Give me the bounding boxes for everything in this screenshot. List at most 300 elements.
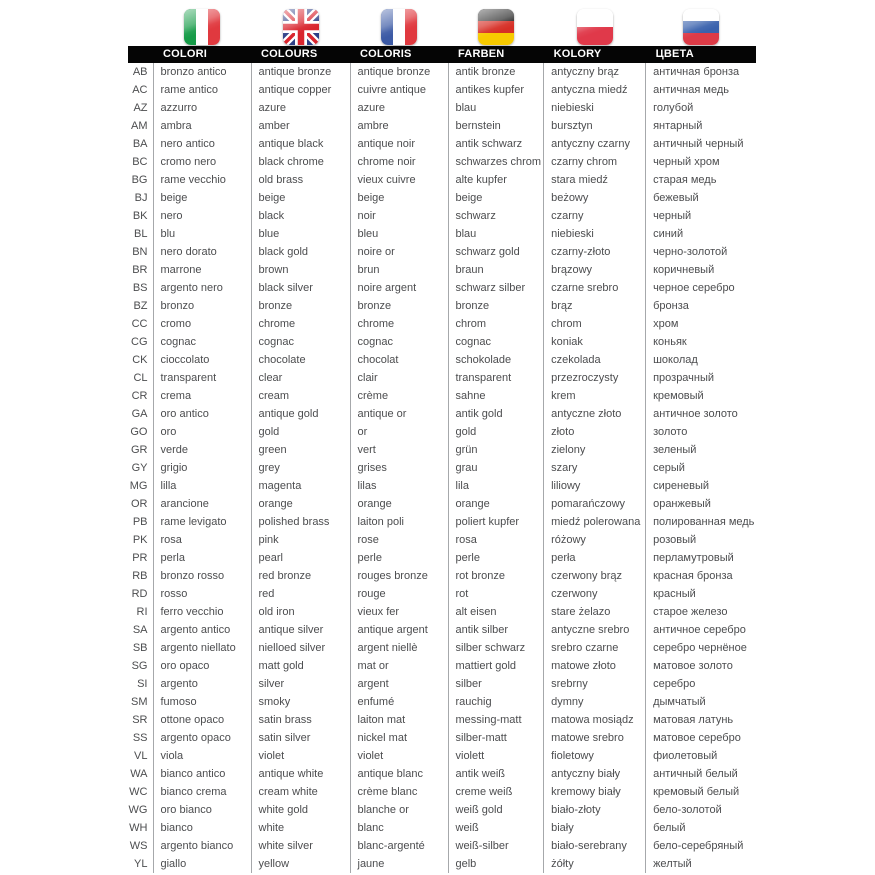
color-name-english: smoky [251,693,350,711]
color-name-english: polished brass [251,513,350,531]
color-name-english: beige [251,189,350,207]
color-name-french: cuivre antique [350,81,448,99]
color-name-italian: rosa [153,531,251,549]
table-row [128,621,756,639]
color-name-polish: liliowy [544,477,646,495]
color-name-polish: różowy [544,531,646,549]
color-name-polish: antyczne srebro [544,621,646,639]
color-name-italian: argento antico [153,621,251,639]
color-code: CL [133,372,148,384]
color-name-polish: antyczny biały [544,765,646,783]
color-name-italian: beige [153,189,251,207]
color-name-english: white silver [251,837,350,855]
color-name-english: gold [251,423,350,441]
table-row [128,207,756,225]
color-name-french: mat or [350,657,448,675]
color-name-polish: czerwony brąz [544,567,646,585]
color-code: PR [132,552,148,564]
color-name-german: braun [448,261,544,279]
color-name-russian: бело-золотой [646,801,757,819]
color-name-german: poliert kupfer [448,513,544,531]
color-name-russian: бежевый [646,189,757,207]
color-name-german: beige [448,189,544,207]
color-code: PK [132,534,148,546]
table-row [128,189,756,207]
color-name-italian: ferro vecchio [153,603,251,621]
color-name-english: pearl [251,549,350,567]
table-row [128,333,756,351]
color-name-russian: шоколад [646,351,757,369]
color-name-russian: матовая латунь [646,711,757,729]
color-code: AB [132,66,148,78]
color-name-english: cream [251,387,350,405]
color-name-english: white gold [251,801,350,819]
color-name-french: rouge [350,585,448,603]
color-name-russian: оранжевый [646,495,757,513]
color-name-german: bernstein [448,117,544,135]
color-code: WA [130,768,148,780]
russia-flag-icon [683,9,719,45]
table-row [128,297,756,315]
table-header-row [128,46,756,63]
color-name-russian: коричневый [646,261,757,279]
color-name-polish: stare żelazo [544,603,646,621]
color-name-russian: античная бронза [646,63,757,81]
color-code: SB [132,642,148,654]
color-name-polish: miedź polerowana [544,513,646,531]
color-name-german: antik weiß [448,765,544,783]
color-code: BN [132,246,148,258]
color-name-german: transparent [448,369,544,387]
color-code: SM [131,696,148,708]
color-name-french: cognac [350,333,448,351]
color-name-german: messing-matt [448,711,544,729]
color-name-english: brown [251,261,350,279]
color-name-italian: rame antico [153,81,251,99]
color-name-english: black [251,207,350,225]
color-name-russian: черный [646,207,757,225]
color-name-italian: blu [153,225,251,243]
color-name-french: argent [350,675,448,693]
color-code: SG [131,660,148,672]
color-name-italian: azzurro [153,99,251,117]
color-name-french: antique blanc [350,765,448,783]
color-name-french: vert [350,441,448,459]
color-name-english: red bronze [251,567,350,585]
color-name-english: grey [251,459,350,477]
color-name-french: blanc-argenté [350,837,448,855]
color-name-german: antikes kupfer [448,81,544,99]
color-name-french: vieux cuivre [350,171,448,189]
color-code: AM [131,120,148,132]
color-code: GR [131,444,148,456]
color-name-russian: красная бронза [646,567,757,585]
color-name-english: cognac [251,333,350,351]
color-code: AC [132,84,148,96]
color-name-german: weiß-silber [448,837,544,855]
color-name-german: rosa [448,531,544,549]
color-name-italian: lilla [153,477,251,495]
color-name-polish: koniak [544,333,646,351]
color-name-french: noire or [350,243,448,261]
color-name-french: ambre [350,117,448,135]
color-name-russian: кремовый белый [646,783,757,801]
color-name-russian: синий [646,225,757,243]
color-name-russian: сиреневый [646,477,757,495]
uk-flag-icon [283,9,319,45]
color-name-russian: матовое золото [646,657,757,675]
color-name-italian: grigio [153,459,251,477]
france-flag-icon [381,9,417,45]
color-name-italian: oro bianco [153,801,251,819]
color-code: YL [134,858,148,870]
color-name-italian: oro opaco [153,657,251,675]
color-name-polish: antyczne złoto [544,405,646,423]
color-code: WC [129,786,148,798]
color-name-french: enfumé [350,693,448,711]
header-code-spacer [128,46,153,63]
color-name-polish: przezroczysty [544,369,646,387]
color-name-russian: желтый [646,855,757,873]
table-row [128,729,756,747]
color-name-polish: matowa mosiądz [544,711,646,729]
color-name-italian: cromo nero [153,153,251,171]
color-name-english: amber [251,117,350,135]
color-name-english: satin brass [251,711,350,729]
color-name-english: antique black [251,135,350,153]
color-code: MG [129,480,148,492]
color-name-english: old iron [251,603,350,621]
color-name-polish: biały [544,819,646,837]
color-name-german: rauchig [448,693,544,711]
table-row [128,603,756,621]
color-name-italian: viola [153,747,251,765]
color-name-english: black silver [251,279,350,297]
table-row [128,423,756,441]
color-name-russian: черное серебро [646,279,757,297]
color-name-polish: fioletowy [544,747,646,765]
table-row [128,837,756,855]
table-row [128,369,756,387]
color-name-english: magenta [251,477,350,495]
color-name-italian: cromo [153,315,251,333]
color-name-italian: marrone [153,261,251,279]
color-name-french: chocolat [350,351,448,369]
color-table [128,0,756,873]
color-name-french: blanc [350,819,448,837]
color-code: OR [131,498,148,510]
color-name-russian: старая медь [646,171,757,189]
color-name-italian: nero [153,207,251,225]
color-name-english: matt gold [251,657,350,675]
color-name-russian: белый [646,819,757,837]
column-header-french: COLORIS [350,46,448,63]
color-name-italian: perla [153,549,251,567]
color-name-italian: ambra [153,117,251,135]
column-header-polish: KOLORY [544,46,646,63]
germany-flag-icon [478,9,514,45]
table-row [128,135,756,153]
color-name-german: rot bronze [448,567,544,585]
color-code: WG [128,804,148,816]
color-name-german: schwarz silber [448,279,544,297]
color-name-russian: матовое серебро [646,729,757,747]
color-name-french: azure [350,99,448,117]
color-code: GA [131,408,148,420]
color-name-english: blue [251,225,350,243]
color-name-french: blanche or [350,801,448,819]
color-name-french: jaune [350,855,448,873]
color-name-polish: czerwony [544,585,646,603]
color-name-french: or [350,423,448,441]
color-name-russian: черно-золотой [646,243,757,261]
table-row [128,801,756,819]
color-name-english: yellow [251,855,350,873]
color-name-german: weiß [448,819,544,837]
color-name-german: silber-matt [448,729,544,747]
color-name-french: rose [350,531,448,549]
table-row [128,711,756,729]
color-name-polish: srebrny [544,675,646,693]
color-name-polish: czarny [544,207,646,225]
color-name-german: sahne [448,387,544,405]
color-name-italian: bronzo [153,297,251,315]
color-code: SI [137,678,148,690]
color-name-english: pink [251,531,350,549]
color-name-german: rot [448,585,544,603]
color-name-german: weiß gold [448,801,544,819]
color-name-italian: argento niellato [153,639,251,657]
color-name-italian: verde [153,441,251,459]
color-name-german: antik gold [448,405,544,423]
color-name-polish: perła [544,549,646,567]
color-name-polish: beżowy [544,189,646,207]
color-name-french: beige [350,189,448,207]
color-name-polish: antyczny czarny [544,135,646,153]
color-name-polish: dymny [544,693,646,711]
color-name-russian: фиолетовый [646,747,757,765]
color-name-german: silber [448,675,544,693]
color-name-english: cream white [251,783,350,801]
color-name-english: azure [251,99,350,117]
color-name-italian: ottone opaco [153,711,251,729]
color-name-italian: giallo [153,855,251,873]
color-name-polish: krem [544,387,646,405]
color-name-italian: transparent [153,369,251,387]
table-row [128,261,756,279]
flags-row-spacer [128,0,153,46]
column-header-english: COLOURS [251,46,350,63]
color-name-russian: золото [646,423,757,441]
color-name-french: clair [350,369,448,387]
color-name-english: violet [251,747,350,765]
color-name-french: crème blanc [350,783,448,801]
table-row [128,855,756,873]
color-name-english: silver [251,675,350,693]
color-code: BA [132,138,148,150]
color-name-english: black chrome [251,153,350,171]
color-code: BS [132,282,148,294]
color-code: WH [129,822,148,834]
color-name-english: antique white [251,765,350,783]
color-code: PB [132,516,148,528]
color-name-german: gold [448,423,544,441]
color-code: RB [132,570,148,582]
table-row [128,477,756,495]
color-name-italian: arancione [153,495,251,513]
color-name-french: bleu [350,225,448,243]
color-code: BR [132,264,148,276]
color-name-italian: nero dorato [153,243,251,261]
column-header-german: FARBEN [448,46,544,63]
color-name-english: white [251,819,350,837]
color-name-russian: хром [646,315,757,333]
color-name-german: violett [448,747,544,765]
color-name-russian: античное серебро [646,621,757,639]
color-name-german: creme weiß [448,783,544,801]
color-name-polish: matowe srebro [544,729,646,747]
color-name-french: laiton mat [350,711,448,729]
color-name-polish: biało-złoty [544,801,646,819]
table-row [128,585,756,603]
color-name-german: schwarzes chrom [448,153,544,171]
table-row [128,693,756,711]
color-name-french: chrome [350,315,448,333]
color-name-english: antique copper [251,81,350,99]
color-code: AZ [133,102,148,114]
color-name-french: crème [350,387,448,405]
color-name-german: lila [448,477,544,495]
color-name-italian: rame levigato [153,513,251,531]
color-name-polish: niebieski [544,225,646,243]
color-name-german: schokolade [448,351,544,369]
color-name-german: mattiert gold [448,657,544,675]
color-name-italian: oro antico [153,405,251,423]
color-name-italian: argento opaco [153,729,251,747]
color-name-polish: stara miedź [544,171,646,189]
color-name-russian: зеленый [646,441,757,459]
color-name-polish: kremowy biały [544,783,646,801]
color-code: BL [134,228,148,240]
color-name-french: noir [350,207,448,225]
color-name-german: antik bronze [448,63,544,81]
color-name-russian: античная медь [646,81,757,99]
color-name-polish: żółty [544,855,646,873]
color-name-french: nickel mat [350,729,448,747]
table-row [128,747,756,765]
color-name-french: perle [350,549,448,567]
color-name-english: satin silver [251,729,350,747]
color-name-german: silber schwarz [448,639,544,657]
color-code: BZ [133,300,148,312]
table-row [128,315,756,333]
table-row [128,171,756,189]
color-name-italian: argento bianco [153,837,251,855]
color-name-french: antique bronze [350,63,448,81]
color-name-french: argent niellè [350,639,448,657]
table-row [128,441,756,459]
color-code: BK [132,210,148,222]
color-name-french: rouges bronze [350,567,448,585]
color-code: RD [131,588,148,600]
flags-row [128,0,756,46]
color-name-german: alte kupfer [448,171,544,189]
color-name-english: old brass [251,171,350,189]
color-name-polish: matowe złoto [544,657,646,675]
table-row [128,495,756,513]
color-name-russian: античное золото [646,405,757,423]
color-name-polish: złoto [544,423,646,441]
color-name-german: antik schwarz [448,135,544,153]
color-name-french: grises [350,459,448,477]
color-name-russian: черный хром [646,153,757,171]
color-name-polish: pomarańczowy [544,495,646,513]
color-name-french: vieux fer [350,603,448,621]
table-row [128,63,756,81]
color-name-german: grau [448,459,544,477]
color-name-italian: bronzo rosso [153,567,251,585]
color-code: CR [131,390,148,402]
color-name-russian: голубой [646,99,757,117]
color-name-polish: zielony [544,441,646,459]
color-code: SA [132,624,148,636]
color-name-russian: прозрачный [646,369,757,387]
color-name-italian: cognac [153,333,251,351]
color-name-german: bronze [448,297,544,315]
color-name-italian: cioccolato [153,351,251,369]
table-row [128,405,756,423]
table-row [128,819,756,837]
color-name-polish: niebieski [544,99,646,117]
color-name-french: brun [350,261,448,279]
color-code: SS [132,732,148,744]
color-name-english: bronze [251,297,350,315]
color-name-german: grün [448,441,544,459]
color-name-italian: bianco antico [153,765,251,783]
color-name-russian: кремовый [646,387,757,405]
color-name-polish: chrom [544,315,646,333]
color-name-polish: antyczny brąz [544,63,646,81]
color-name-german: chrom [448,315,544,333]
color-name-russian: серебро чернёное [646,639,757,657]
table-row [128,639,756,657]
color-name-russian: бело-серебряный [646,837,757,855]
color-name-german: blau [448,99,544,117]
color-name-french: antique argent [350,621,448,639]
color-name-english: black gold [251,243,350,261]
color-name-french: violet [350,747,448,765]
table-row [128,117,756,135]
color-name-polish: biało-serebrany [544,837,646,855]
color-name-english: antique silver [251,621,350,639]
color-name-german: antik silber [448,621,544,639]
color-name-french: orange [350,495,448,513]
color-name-russian: бронза [646,297,757,315]
color-code: BJ [134,192,148,204]
table-row [128,225,756,243]
color-name-russian: дымчатый [646,693,757,711]
color-name-german: orange [448,495,544,513]
color-name-italian: nero antico [153,135,251,153]
table-row [128,567,756,585]
color-code: CK [132,354,148,366]
color-code: CG [131,336,148,348]
table-row [128,243,756,261]
color-name-italian: oro [153,423,251,441]
color-code: CC [131,318,148,330]
color-name-german: schwarz [448,207,544,225]
color-name-french: bronze [350,297,448,315]
